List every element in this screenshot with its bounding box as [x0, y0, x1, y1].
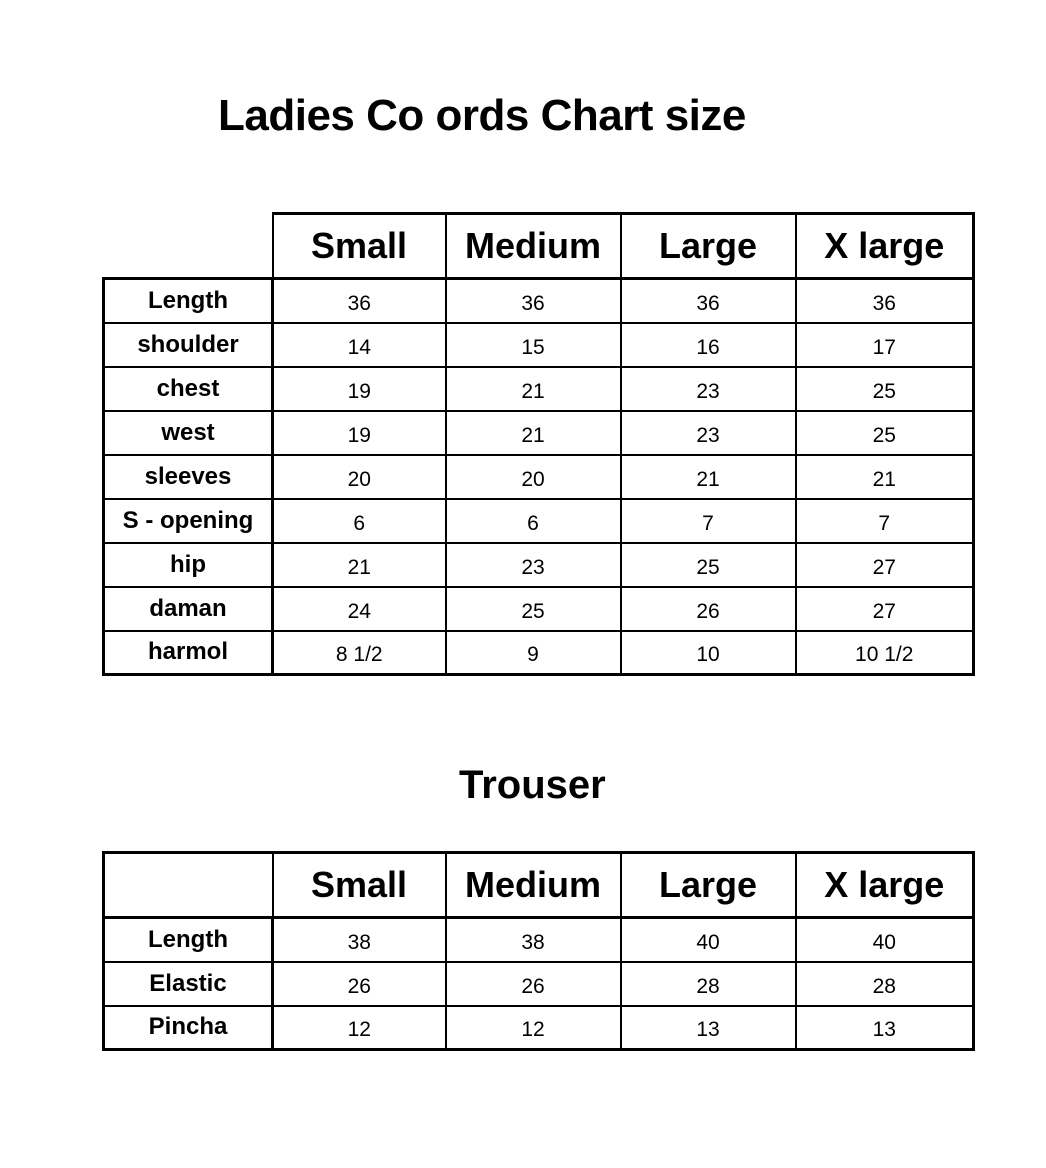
table-row: [104, 367, 974, 411]
row-label: Length: [104, 918, 273, 962]
row-label: Pincha: [104, 1006, 273, 1050]
row-label: daman: [104, 587, 273, 631]
size-value-cell: 20: [446, 455, 621, 499]
coords-size-table: [102, 212, 975, 676]
size-value-cell: 25: [446, 587, 621, 631]
size-value-cell: 9: [446, 631, 621, 675]
size-value-cell: 7: [621, 499, 796, 543]
size-value-cell: 27: [796, 543, 974, 587]
row-label: Elastic: [104, 962, 273, 1006]
size-value-cell: 36: [796, 279, 974, 323]
row-label: harmol: [104, 631, 273, 675]
size-value-cell: 6: [273, 499, 446, 543]
corner-cell: [104, 214, 273, 279]
column-header-large: Large: [621, 853, 796, 918]
size-value-cell: 10: [621, 631, 796, 675]
column-header-medium: Medium: [446, 214, 621, 279]
header-row: [104, 853, 974, 918]
size-value-cell: 7: [796, 499, 974, 543]
size-value-cell: 23: [621, 367, 796, 411]
size-value-cell: 19: [273, 411, 446, 455]
table-row: [104, 543, 974, 587]
page-title: Ladies Co ords Chart size: [218, 91, 746, 140]
table-row: [104, 323, 974, 367]
header-row: [104, 214, 974, 279]
row-label: chest: [104, 367, 273, 411]
row-label: shoulder: [104, 323, 273, 367]
row-label: sleeves: [104, 455, 273, 499]
column-header-x-large: X large: [796, 853, 974, 918]
size-value-cell: 13: [796, 1006, 974, 1050]
size-value-cell: 25: [796, 367, 974, 411]
size-value-cell: 21: [796, 455, 974, 499]
trouser-size-table: [102, 851, 975, 1051]
size-value-cell: 6: [446, 499, 621, 543]
size-value-cell: 23: [621, 411, 796, 455]
size-value-cell: 14: [273, 323, 446, 367]
trouser-title: Trouser: [459, 763, 606, 807]
size-value-cell: 10 1/2: [796, 631, 974, 675]
column-header-large: Large: [621, 214, 796, 279]
table-row: [104, 1006, 974, 1050]
size-value-cell: 12: [446, 1006, 621, 1050]
size-value-cell: 24: [273, 587, 446, 631]
size-value-cell: 38: [273, 918, 446, 962]
size-value-cell: 28: [796, 962, 974, 1006]
size-value-cell: 36: [446, 279, 621, 323]
size-value-cell: 21: [446, 411, 621, 455]
table-row: [104, 918, 974, 962]
size-value-cell: 25: [621, 543, 796, 587]
size-value-cell: 21: [446, 367, 621, 411]
table-row: [104, 411, 974, 455]
size-value-cell: 38: [446, 918, 621, 962]
size-value-cell: 26: [621, 587, 796, 631]
size-value-cell: 27: [796, 587, 974, 631]
size-value-cell: 36: [273, 279, 446, 323]
corner-cell: [104, 853, 273, 918]
table-row: [104, 455, 974, 499]
size-value-cell: 26: [273, 962, 446, 1006]
size-value-cell: 40: [621, 918, 796, 962]
size-value-cell: 13: [621, 1006, 796, 1050]
row-label: hip: [104, 543, 273, 587]
row-label: Length: [104, 279, 273, 323]
size-value-cell: 19: [273, 367, 446, 411]
size-value-cell: 12: [273, 1006, 446, 1050]
size-value-cell: 20: [273, 455, 446, 499]
size-value-cell: 25: [796, 411, 974, 455]
size-value-cell: 8 1/2: [273, 631, 446, 675]
column-header-medium: Medium: [446, 853, 621, 918]
row-label: S - opening: [104, 499, 273, 543]
size-value-cell: 16: [621, 323, 796, 367]
size-value-cell: 17: [796, 323, 974, 367]
table-row: [104, 499, 974, 543]
column-header-small: Small: [273, 214, 446, 279]
size-value-cell: 21: [273, 543, 446, 587]
size-value-cell: 15: [446, 323, 621, 367]
table-row: [104, 587, 974, 631]
table-row: [104, 279, 974, 323]
column-header-x-large: X large: [796, 214, 974, 279]
row-label: west: [104, 411, 273, 455]
size-value-cell: 40: [796, 918, 974, 962]
table-row: [104, 962, 974, 1006]
size-value-cell: 36: [621, 279, 796, 323]
size-value-cell: 23: [446, 543, 621, 587]
table-row: [104, 631, 974, 675]
size-value-cell: 21: [621, 455, 796, 499]
size-value-cell: 26: [446, 962, 621, 1006]
size-value-cell: 28: [621, 962, 796, 1006]
column-header-small: Small: [273, 853, 446, 918]
